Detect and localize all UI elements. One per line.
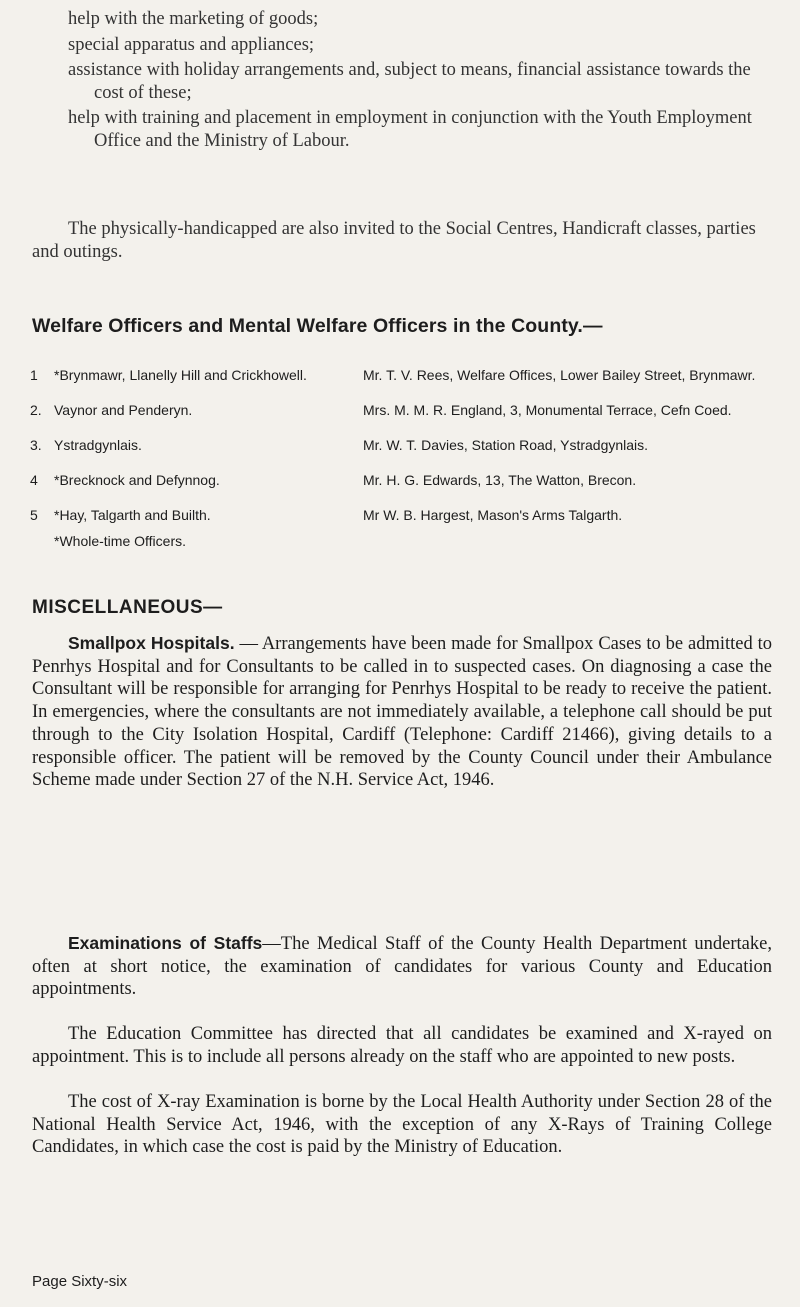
row-number: 1 <box>30 367 38 383</box>
page-number: Page Sixty-six <box>32 1273 128 1290</box>
list-item: special apparatus and appliances; <box>68 34 315 55</box>
row-number: 2. <box>30 402 42 418</box>
area-name: *Hay, Talgarth and Builth. <box>54 507 211 523</box>
row-number: 4 <box>30 472 38 488</box>
officer-name-address: Mr. W. T. Davies, Station Road, Ystradgynlais. <box>363 437 649 453</box>
xray-paragraph: The cost of X-ray Examination is borne by the Local Health Authority under Section 28 of the National Health Service Act, 1946, with the exception of any X-Rays of Training College Candidates, in which case the cost is paid by the Ministry of Education. <box>32 1092 772 1158</box>
area-name: *Brecknock and Defynnog. <box>54 472 220 488</box>
officer-name-address: Mr W. B. Hargest, Mason's Arms Talgarth. <box>363 507 623 523</box>
area-name: *Brynmawr, Llanelly Hill and Crickhowell. <box>54 367 307 383</box>
examinations-paragraph <box>32 932 772 1001</box>
list-item: assistance with holiday arrangements and, subject to means, financial assistance towards the cost of these; <box>68 60 751 103</box>
examinations-text: —The Medical Staff of the County Health Department undertake, often at short notice, the examination of candidates for various County and Education appointments. <box>32 934 772 1000</box>
area-name: Vaynor and Penderyn. <box>54 402 193 418</box>
officer-name-address: Mr. T. V. Rees, Welfare Offices, Lower Bailey Street, Brynmawr. <box>363 367 756 383</box>
list-item: help with the marketing of goods; <box>68 9 319 29</box>
education-paragraph: The Education Committee has directed that all candidates be examined and X-rayed on appointment. This is to include all persons already on the staff who are appointed to new posts. <box>32 1024 772 1067</box>
continuation-list <box>68 8 768 155</box>
welfare-officers-heading: Welfare Officers and Mental Welfare Officers in the County.— <box>32 315 603 337</box>
row-number: 5 <box>30 507 38 523</box>
officer-name-address: Mr. H. G. Edwards, 13, The Watton, Brecon. <box>363 472 637 488</box>
row-number: 3. <box>30 437 42 453</box>
area-name: Ystradgynlais. <box>54 437 142 453</box>
smallpox-paragraph <box>32 632 772 792</box>
miscellaneous-heading: MISCELLANEOUS— <box>32 597 223 618</box>
social-centres-paragraph: The physically-handicapped are also invited to the Social Centres, Handicraft classes, parties and outings. <box>32 219 756 262</box>
whole-time-footnote: *Whole-time Officers. <box>54 533 186 549</box>
smallpox-heading: Smallpox Hospitals. <box>68 633 235 653</box>
examinations-heading: Examinations of Staffs <box>68 933 263 953</box>
list-item: help with training and placement in employment in conjunction with the Youth Employment Office and the Ministry of Labour. <box>68 108 752 151</box>
officer-name-address: Mrs. M. M. R. England, 3, Monumental Terrace, Cefn Coed. <box>363 402 732 418</box>
smallpox-text: — Arrangements have been made for Smallpox Cases to be admitted to Penrhys Hospital and for Consultants to be called in to suspected cases. On diagnosing a case the Consultant will be responsible for arranging for Penrhys Hospital to be ready to receive the patient. In emergencies, where the consultants are not immediately available, a telephone call should be put through to the City Isolation Hospital, Cardiff (Telephone: Cardiff 21466), giving details to a responsible officer. The patient will be removed by the County Council under their Ambulance Scheme made under Section 27 of the N.H. Service Act, 1946. <box>32 634 772 791</box>
